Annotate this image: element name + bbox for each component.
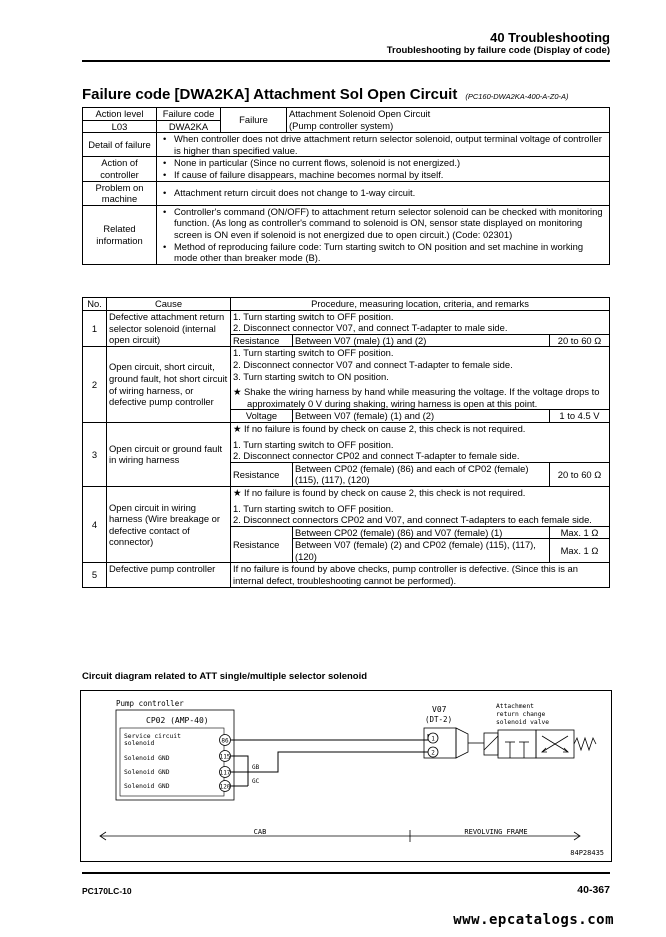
valve-label: solenoid valve [496, 719, 550, 726]
cause-no: 4 [83, 486, 107, 563]
step: 2. Disconnect connector CP02 and connect T-adapter to female side. [233, 450, 520, 462]
failure-code-value: DWA2KA [157, 120, 221, 133]
pin-number: 86 [221, 737, 229, 745]
failure-info-table [82, 107, 610, 265]
action-label: Action of controller [83, 157, 157, 181]
v07-type: (DT-2) [425, 715, 453, 724]
measure-value: 1 to 4.5 V [550, 410, 610, 423]
solenoid-valve-symbol [468, 730, 596, 758]
cause-text: Open circuit, short circuit, ground fault, hot short circuit of wiring harness, or defective pump controller [107, 347, 231, 423]
page-number: 40-367 [577, 884, 610, 896]
pin-name: Solenoid GND [124, 783, 170, 790]
pin-name: Service circuit [124, 733, 181, 740]
action-level-value: L03 [83, 120, 157, 133]
list-item: • Method of reproducing failure code: Turn starting switch to ON position and set machine in working mode other than breaker mode (B). [174, 241, 607, 264]
circuit-diagram [80, 690, 612, 862]
pin-number: 1 [431, 735, 435, 743]
detail-label: Detail of failure [83, 133, 157, 157]
measure-location: Between V07 (female) (1) and (2) [293, 410, 550, 423]
step: 1. Turn starting switch to OFF position. [233, 347, 394, 359]
cause-no: 2 [83, 347, 107, 423]
failure-system: (Pump controller system) [289, 119, 394, 131]
cause-text: Open circuit in wiring harness (Wire breakage or defective contact of connector) [107, 486, 231, 563]
title-text: Failure code [DWA2KA] Attachment Sol Open Circuit [82, 86, 458, 103]
measure-location: Between CP02 (female) (86) and each of CP02 (female) (115), (117), (120) [293, 462, 550, 486]
related-label: Related information [83, 205, 157, 264]
failure-code-label: Failure code [157, 108, 221, 121]
measure-label: Resistance [231, 462, 293, 486]
cause-no: 1 [83, 310, 107, 347]
failure-label: Failure [221, 108, 287, 133]
wires [231, 734, 428, 786]
step: 2. Disconnect connectors CP02 and V07, and connect T-adapters to each female side. [233, 514, 592, 526]
list-item: • When controller does not drive attachment return selector solenoid, output terminal voltage of controller is higher than specified value. [174, 133, 607, 156]
list-item: • Attachment return circuit does not change to 1-way circuit. [174, 187, 607, 199]
procedure-steps [231, 422, 610, 462]
figure-code: 84P28435 [570, 849, 604, 857]
cause-text: Open circuit or ground fault in wiring harness [107, 422, 231, 486]
step: 1. Turn starting switch to OFF position. [233, 502, 394, 514]
pin-number: 2 [431, 749, 435, 757]
measure-label: Voltage [231, 410, 293, 423]
measure-label: Resistance [231, 334, 293, 347]
frame-label: REVOLVING FRAME [464, 828, 528, 836]
page-title [82, 86, 569, 103]
action-level-label: Action level [83, 108, 157, 121]
procedure-note: ★ If no failure is found by check on cause 2, this check is not required. [233, 486, 526, 498]
diagram-caption: Circuit diagram related to ATT single/multiple selector solenoid [82, 671, 368, 682]
title-ref: (PC160-DWA2KA-400-A-Z0-A) [465, 92, 569, 101]
measure-location: Between V07 (male) (1) and (2) [293, 334, 550, 347]
measure-location: Between CP02 (female) (86) and V07 (female) (1) [293, 526, 550, 539]
v07-label: V07 [432, 705, 447, 714]
valve-label: Attachment [496, 703, 534, 710]
procedure-steps [231, 310, 610, 334]
step: 3. Turn starting switch to ON position. [233, 370, 389, 382]
problem-label: Problem on machine [83, 181, 157, 205]
measure-label: Resistance [231, 526, 293, 563]
section-subtitle: Troubleshooting by failure code (Display of code) [386, 45, 610, 56]
measure-value: Max. 1 Ω [550, 526, 610, 539]
detail-text [157, 133, 610, 157]
problem-text [157, 181, 610, 205]
pin-name: solenoid [124, 740, 155, 747]
pin-number: 117 [219, 769, 231, 777]
cause-table [82, 297, 610, 588]
list-item: • None in particular (Since no current flows, solenoid is not energized.) [174, 157, 607, 169]
splice-label: GC [252, 778, 260, 785]
action-text [157, 157, 610, 181]
header-cause: Cause [107, 298, 231, 311]
controller-label: Pump controller [116, 699, 184, 708]
failure-name: Attachment Solenoid Open Circuit [289, 108, 431, 119]
header-rule [82, 60, 610, 62]
pin-number: 115 [219, 753, 231, 761]
header-no: No. [83, 298, 107, 311]
chapter-title: 40 Troubleshooting [490, 30, 610, 45]
cab-label: CAB [253, 828, 267, 836]
measure-location: Between V07 (female) (2) and CP02 (female) (115), (117), (120) [293, 539, 550, 563]
step: 1. Turn starting switch to OFF position. [233, 310, 394, 322]
list-item: • If cause of failure disappears, machine becomes normal by itself. [174, 169, 607, 181]
step: 2. Disconnect connector V07 and connect T-adapter to female side. [233, 358, 513, 370]
watermark: www.epcatalogs.com [453, 912, 614, 928]
procedure-note: ★ Shake the wiring harness by hand while measuring the voltage. If the voltage drops to approximately 0 V during shaking, wiring harness is open at this point. [233, 386, 600, 409]
measure-value: Max. 1 Ω [550, 539, 610, 563]
cause-no: 5 [83, 563, 107, 587]
v07-plug [456, 728, 468, 758]
list-item: • Controller's command (ON/OFF) to attachment return selector solenoid can be checked with monitoring function. (As long as controller's command to solenoid is ON, sensor state displayed on monitoring screen is ON even if solenoid is not energized due to open circuit.) (Code: 02301) [174, 206, 607, 241]
cause-text: Defective attachment return selector solenoid (internal open circuit) [107, 310, 231, 347]
related-text [157, 205, 610, 264]
step: 1. Turn starting switch to OFF position. [233, 438, 394, 450]
splice-label: GB [252, 764, 260, 771]
step: 2. Disconnect connector V07, and connect T-adapter to male side. [233, 322, 508, 334]
cause-text: Defective pump controller [107, 563, 231, 587]
measure-value: 20 to 60 Ω [550, 334, 610, 347]
footer-rule [82, 872, 610, 874]
pin-name: Solenoid GND [124, 769, 170, 776]
procedure-steps [231, 486, 610, 526]
failure-name-cell [287, 108, 610, 133]
pin-number: 120 [219, 783, 231, 791]
model-number: PC170LC-10 [82, 886, 132, 896]
cause-no: 3 [83, 422, 107, 486]
header-procedure: Procedure, measuring location, criteria, and remarks [231, 298, 610, 311]
pin-name: Solenoid GND [124, 755, 170, 762]
procedure-note: ★ If no failure is found by check on cause 2, this check is not required. [233, 422, 526, 434]
measure-value: 20 to 60 Ω [550, 462, 610, 486]
connector-label: CP02 (AMP-40) [146, 716, 209, 725]
procedure-steps [231, 347, 610, 410]
valve-label: return change [496, 711, 546, 718]
procedure-text: If no failure is found by above checks, pump controller is defective. (Since this is an internal defect, troubleshooting cannot be performed). [231, 563, 610, 587]
